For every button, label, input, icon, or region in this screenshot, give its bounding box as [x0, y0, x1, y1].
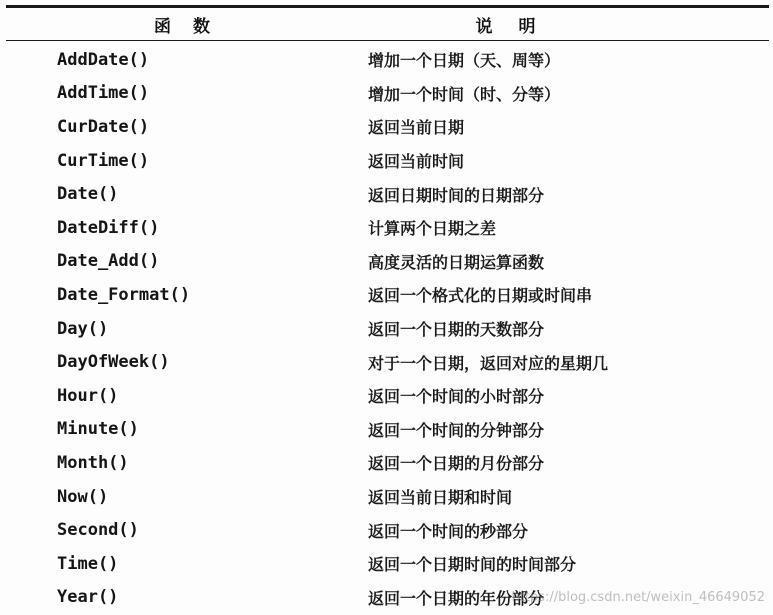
function-description: 返回一个日期时间的时间部分	[368, 555, 577, 575]
table-row	[6, 547, 769, 581]
function-name: Day()	[57, 318, 109, 339]
function-name: DayOfWeek()	[57, 352, 170, 373]
function-name: CurTime()	[57, 150, 150, 171]
function-name: Date_Format()	[57, 284, 191, 305]
function-description: 返回一个时间的秒部分	[368, 521, 529, 541]
function-description: 增加一个日期（天、周等）	[368, 51, 561, 71]
function-name: Date()	[57, 184, 119, 205]
function-name: Hour()	[57, 385, 119, 406]
table-row	[6, 211, 769, 245]
function-name: Minute()	[57, 419, 139, 440]
table-row	[6, 345, 769, 379]
function-description: 返回当前时间	[368, 152, 465, 172]
function-description: 返回一个格式化的日期或时间串	[368, 286, 593, 306]
table-row	[6, 312, 769, 346]
function-name: CurDate()	[57, 116, 150, 137]
table-row	[6, 413, 769, 447]
function-description: 返回一个日期的年份部分	[368, 588, 545, 608]
function-name: Now()	[57, 486, 109, 507]
function-description: 返回日期时间的日期部分	[368, 185, 545, 205]
date-functions-table	[6, 5, 769, 615]
function-description: 返回一个日期的天数部分	[368, 320, 545, 340]
function-description: 对于一个日期，返回对应的星期几	[368, 353, 609, 373]
function-name: Year()	[57, 587, 119, 608]
function-description: 返回一个日期的月份部分	[368, 454, 545, 474]
function-name: Time()	[57, 553, 119, 574]
function-description: 返回当前日期	[368, 118, 465, 138]
table-header	[6, 8, 769, 41]
table-row	[6, 177, 769, 211]
table-body	[6, 41, 769, 615]
function-description: 计算两个日期之差	[368, 219, 497, 239]
table-row	[6, 581, 769, 615]
table-row	[6, 278, 769, 312]
function-description: 高度灵活的日期运算函数	[368, 252, 545, 272]
watermark: https://blog.csdn.net/weixin_46649052	[511, 590, 765, 605]
function-name: Second()	[57, 520, 139, 541]
function-name: AddTime()	[57, 83, 150, 104]
function-description: 返回一个时间的小时部分	[368, 387, 545, 407]
table-row	[6, 77, 769, 111]
function-description: 增加一个时间（时、分等）	[368, 84, 561, 104]
table-row	[6, 110, 769, 144]
table-row	[6, 43, 769, 77]
table-row	[6, 245, 769, 279]
table-row	[6, 513, 769, 547]
table-row	[6, 480, 769, 514]
table-row	[6, 144, 769, 178]
function-description: 返回当前日期和时间	[368, 488, 513, 508]
header-function: 函数	[154, 16, 232, 37]
table-row	[6, 446, 769, 480]
function-name: Month()	[57, 452, 129, 473]
function-name: AddDate()	[57, 49, 150, 70]
function-name: Date_Add()	[57, 251, 160, 272]
function-description: 返回一个时间的分钟部分	[368, 420, 545, 440]
table-row	[6, 379, 769, 413]
function-name: DateDiff()	[57, 217, 160, 238]
header-description: 说明	[475, 16, 562, 37]
